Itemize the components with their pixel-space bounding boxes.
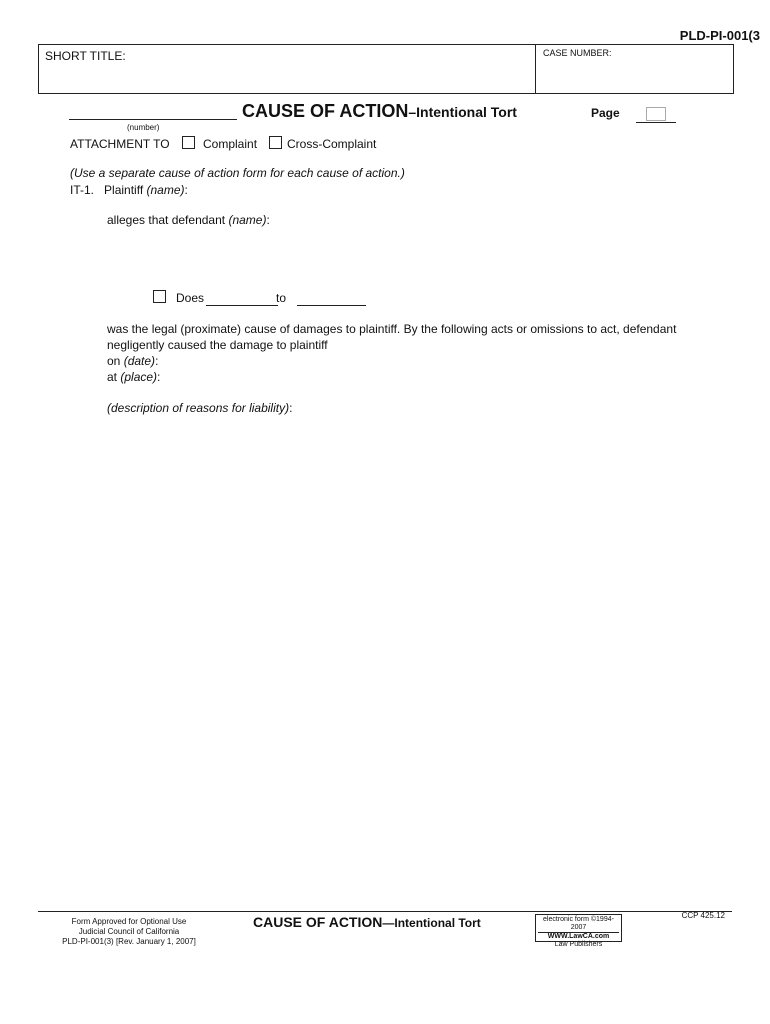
description-label: (description of reasons for liability) <box>107 401 290 415</box>
footer-rule <box>38 911 732 912</box>
caption-divider <box>535 45 536 93</box>
approved-line-2: Judicial Council of California <box>78 927 180 936</box>
legal-cause-text-2: negligently caused the damage to plaintiff <box>107 338 328 352</box>
case-number-label: CASE NUMBER: <box>543 48 612 58</box>
attachment-label: ATTACHMENT TO <box>70 137 170 151</box>
title-main: CAUSE OF ACTION <box>242 101 409 121</box>
footer-title <box>253 914 481 930</box>
it1-line: IT-1. Plaintiff (name): <box>70 183 188 197</box>
it1-name-label: (name) <box>146 183 185 197</box>
stamp-copyright: electronic form ©1994-2007 <box>538 916 619 933</box>
cause-number-label: (number) <box>127 123 160 132</box>
does-to-field[interactable] <box>297 305 366 306</box>
does-label: Does <box>176 291 205 305</box>
does-from-field[interactable] <box>206 305 278 306</box>
page-number-line <box>636 122 676 123</box>
it1-plaintiff: Plaintiff <box>104 183 144 197</box>
description-line: (description of reasons for liability): <box>107 401 293 415</box>
to-label: to <box>276 291 287 305</box>
alleges-name-label: (name) <box>228 213 267 227</box>
footer-title-main: CAUSE OF ACTION <box>253 914 383 930</box>
cross-complaint-checkbox[interactable] <box>269 136 282 149</box>
form-id: PLD-PI-001(3 <box>679 28 760 43</box>
on-label: on <box>107 354 121 368</box>
at-place-line: at (place): <box>107 370 161 384</box>
alleges-line: alleges that defendant (name): <box>107 213 270 227</box>
on-date-label: (date) <box>123 354 156 368</box>
at-label: at <box>107 370 118 384</box>
stamp-publisher: Law Publishers <box>554 941 603 948</box>
stamp-url: WWW.LawCA.com <box>547 933 610 940</box>
complaint-label: Complaint <box>203 137 258 151</box>
legal-cause-text-1: was the legal (proximate) cause of damages to plaintiff. By the following acts or omissions to act, defendant <box>107 322 677 336</box>
caption-box <box>38 44 734 94</box>
it1-prefix: IT-1. <box>70 183 95 197</box>
page-title <box>242 101 517 122</box>
ccp-reference: CCP 425.12 <box>681 911 725 920</box>
approved-line-1: Form Approved for Optional Use <box>71 917 187 926</box>
short-title-label: SHORT TITLE: <box>45 49 126 63</box>
at-place-label: (place) <box>120 370 158 384</box>
page-label: Page <box>591 106 620 120</box>
cross-complaint-label: Cross-Complaint <box>287 137 377 151</box>
page-number-field[interactable] <box>646 107 666 121</box>
complaint-checkbox[interactable] <box>182 136 195 149</box>
approved-line-3: PLD-PI-001(3) [Rev. January 1, 2007] <box>62 937 196 946</box>
footer-title-sub: —Intentional Tort <box>382 916 481 930</box>
alleges-prefix: alleges that defendant <box>107 213 226 227</box>
does-checkbox[interactable] <box>153 290 166 303</box>
title-sub: –Intentional Tort <box>408 104 517 120</box>
instruction-text: (Use a separate cause of action form for each cause of action.) <box>70 166 405 180</box>
on-date-line: on (date): <box>107 354 159 368</box>
cause-number-field[interactable] <box>69 119 237 120</box>
publisher-stamp <box>535 914 622 948</box>
footer-approval <box>44 917 214 947</box>
